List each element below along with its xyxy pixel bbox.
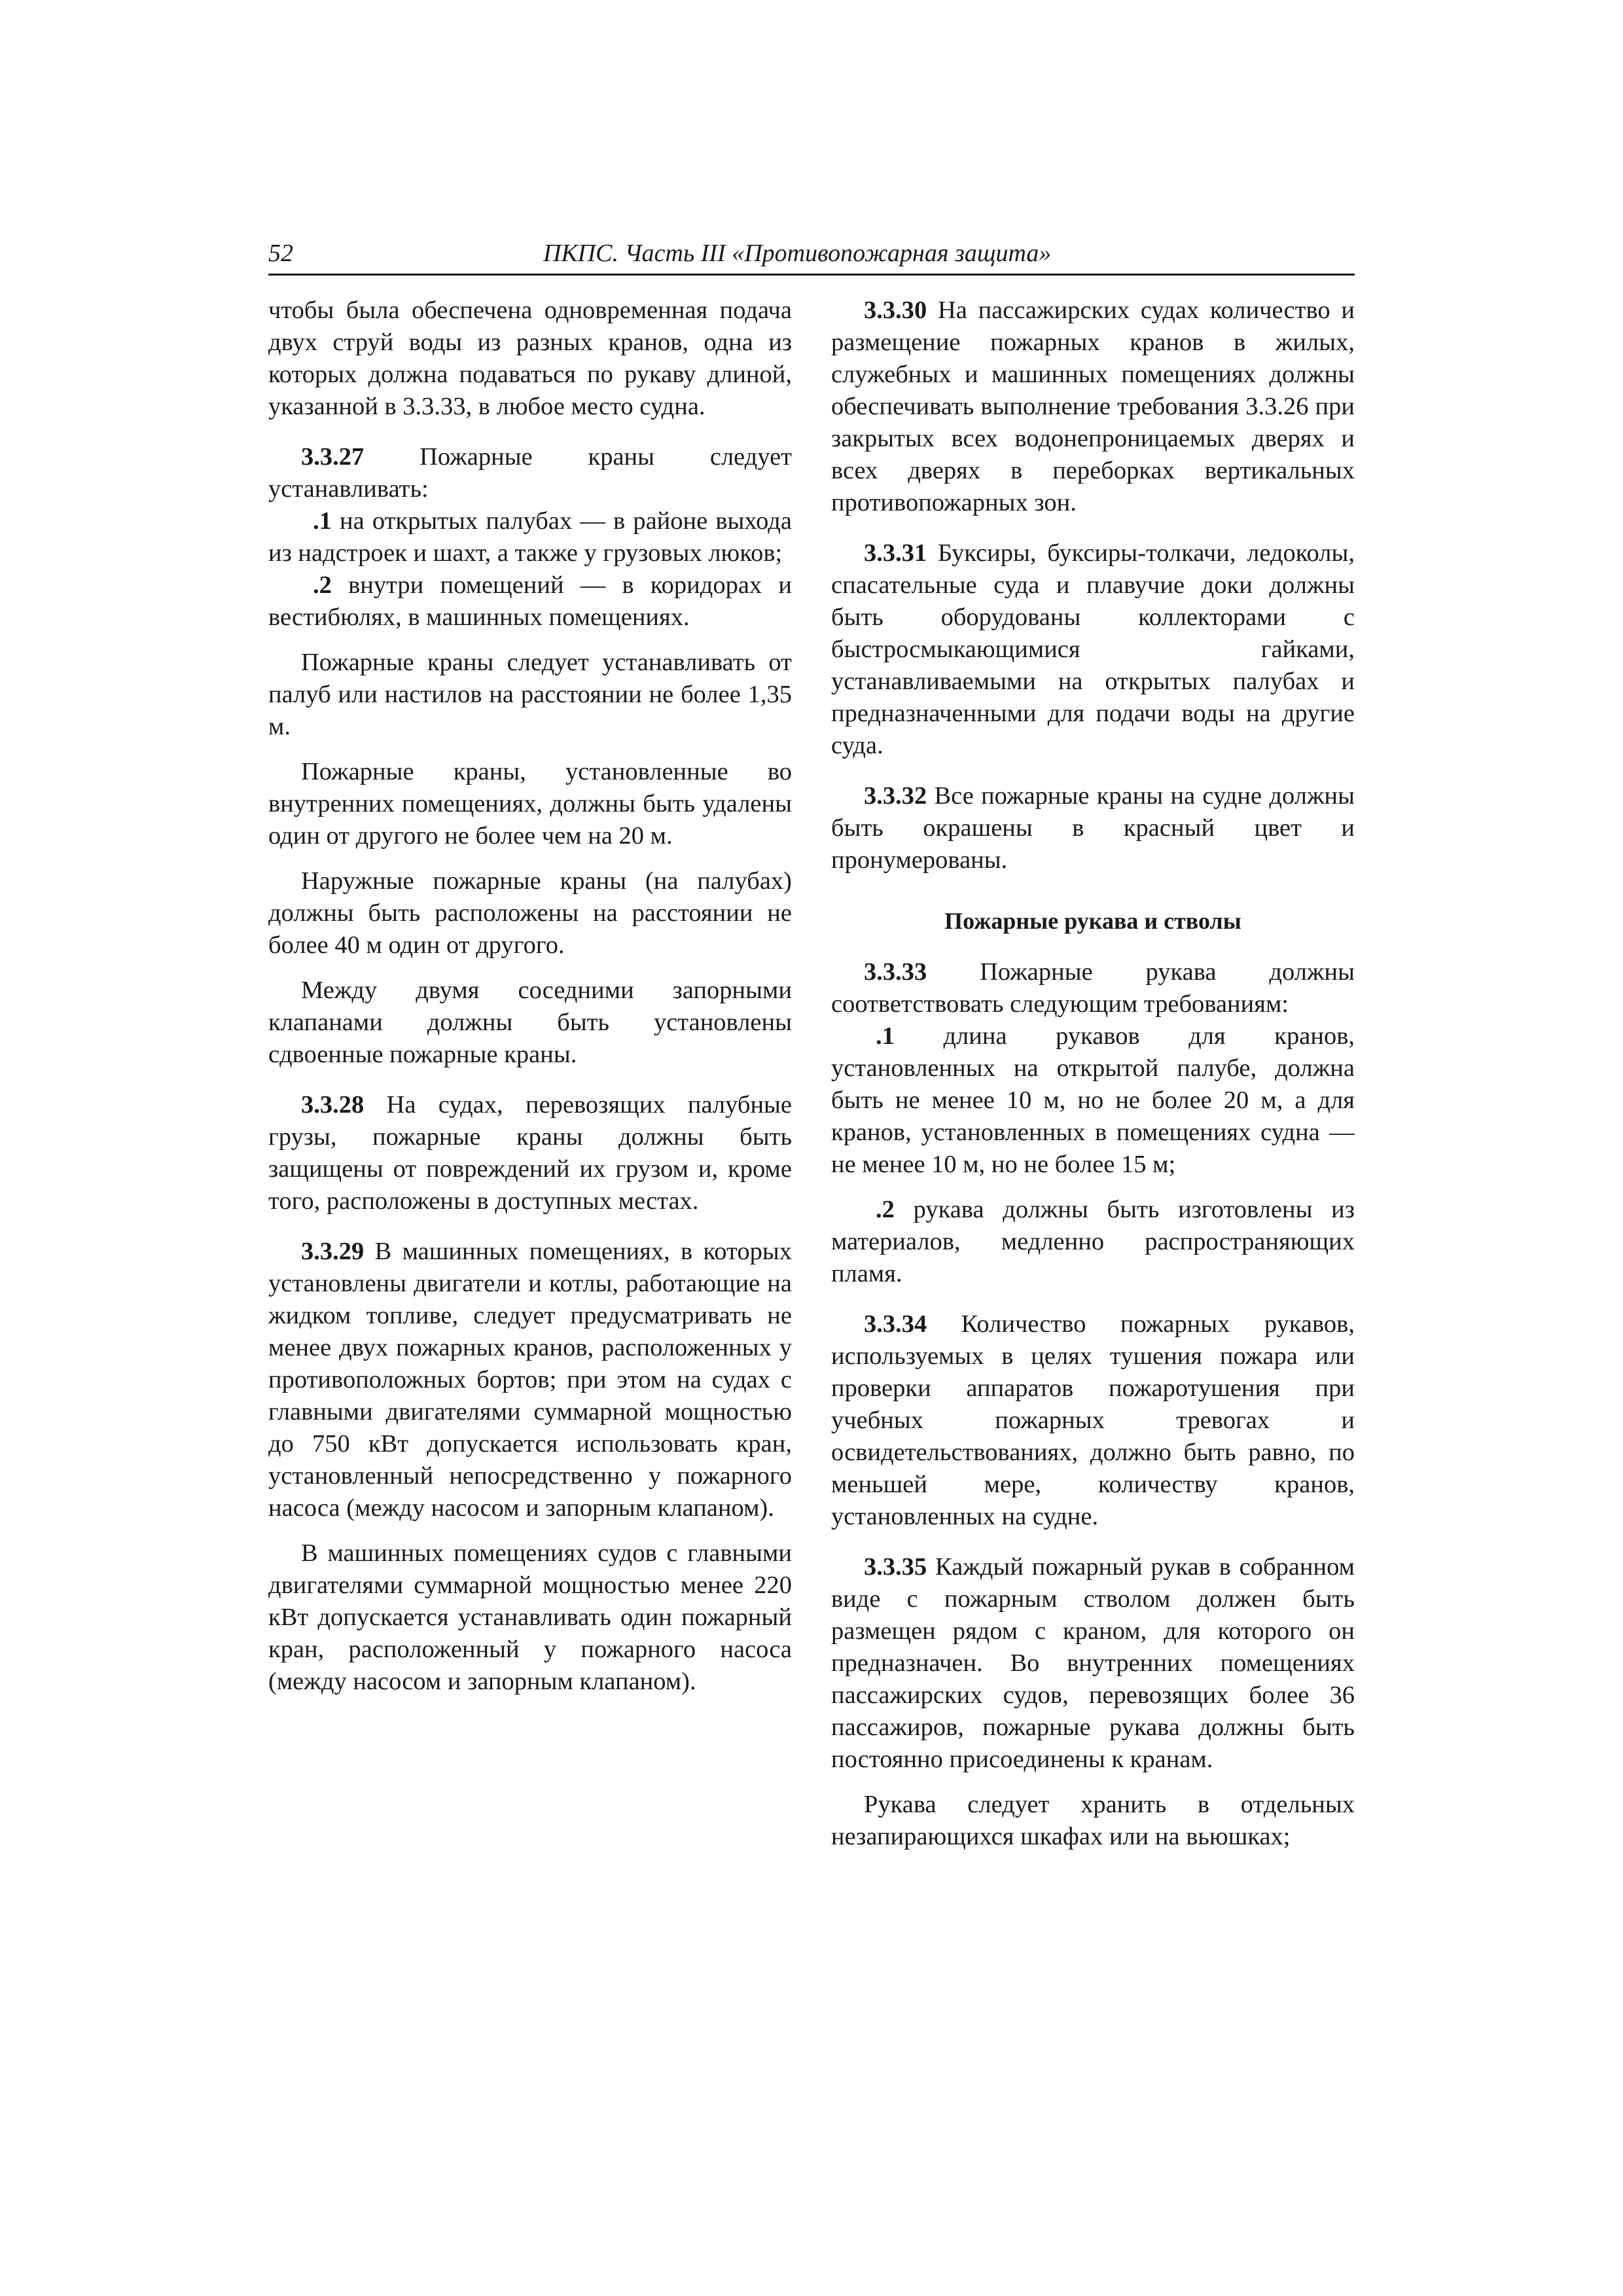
list-item bbox=[831, 1020, 1355, 1181]
paragraph: чтобы была обеспечена одновременная подача двух струй воды из разных кранов, одна из которых должна подаваться по рукаву длиной, указанной в 3.3.33, в любое место судна. bbox=[268, 296, 792, 420]
section-text: Пожарные рукава должны соответствовать следующим требованиям: bbox=[831, 958, 1355, 1018]
paragraph: Пожарные краны следует устанавливать от палуб или настилов на расстоянии не более 1,35 м. bbox=[268, 649, 792, 740]
section-3-3-30 bbox=[831, 295, 1355, 519]
item-number: .1 bbox=[313, 507, 332, 535]
section-3-3-27 bbox=[268, 441, 792, 505]
section-3-3-34 bbox=[831, 1308, 1355, 1533]
paragraph: Пожарные краны, установленные во внутренних помещениях, должны быть удалены один от другого не более чем на 20 м. bbox=[268, 758, 792, 850]
right-column bbox=[831, 295, 1355, 1853]
section-3-3-31 bbox=[831, 537, 1355, 762]
list-item bbox=[831, 1194, 1355, 1290]
section-number: 3.3.27 bbox=[301, 443, 365, 471]
section-number: 3.3.32 bbox=[864, 782, 927, 810]
section-number: 3.3.28 bbox=[301, 1091, 365, 1119]
section-3-3-29 bbox=[268, 1236, 792, 1524]
section-number: 3.3.33 bbox=[864, 958, 927, 986]
list-item bbox=[268, 569, 792, 634]
section-text: В машинных помещениях, в которых установлены двигатели и котлы, работающие на жидком топливе, следует предусматривать не менее двух пожарных кранов, расположенных у противоположных бортов; при этом на судах с главными двигателями суммарной мощностью до 750 кВт допускается использовать кран, установленный непосредственно у пожарного насоса (между насосом и запорным клапаном). bbox=[268, 1238, 792, 1522]
section-text: На пассажирских судах количество и размещение пожарных кранов в жилых, служебных и машинных помещениях должны обеспечивать выполнение требования 3.3.26 при закрытых всех водонепроницаемых дверях и всех дверях в переборках вертикальных противопожарных зон. bbox=[831, 296, 1355, 516]
item-number: .1 bbox=[876, 1022, 895, 1050]
section-text: На судах, перевозящих палубные грузы, пожарные краны должны быть защищены от повреждений их грузом и, кроме того, расположены в доступных местах. bbox=[268, 1091, 792, 1215]
list-item bbox=[268, 505, 792, 569]
section-3-3-35 bbox=[831, 1551, 1355, 1776]
paragraph: Между двумя соседними запорными клапанами должны быть установлены сдвоенные пожарные краны. bbox=[268, 977, 792, 1068]
page-number: 52 bbox=[268, 240, 293, 267]
section-number: 3.3.31 bbox=[864, 539, 927, 567]
paragraph: Наружные пожарные краны (на палубах) должны быть расположены на расстоянии не более 40 м один от другого. bbox=[268, 867, 792, 959]
section-text: Каждый пожарный рукав в собранном виде с пожарным стволом должен быть размещен рядом с краном, для которого он предназначен. Во внутренних помещениях пассажирских судов, перевозящих более 36 пассажиров, пожарные рукава должны быть постоянно присоединены к кранам. bbox=[831, 1553, 1355, 1773]
item-text: на открытых палубах — в районе выхода из надстроек и шахт, а также у грузовых люков; bbox=[268, 507, 792, 567]
section-number: 3.3.35 bbox=[864, 1553, 927, 1581]
section-number: 3.3.29 bbox=[301, 1238, 365, 1265]
item-text: длина рукавов для кранов, установленных на открытой палубе, должна быть не менее 10 м, но не более 20 м, а для кранов, установленных в помещениях судна — не менее 10 м, но не более 15 м; bbox=[831, 1022, 1355, 1178]
running-header bbox=[268, 237, 1355, 276]
left-column bbox=[268, 295, 792, 1698]
section-3-3-32 bbox=[831, 780, 1355, 876]
subheading: Пожарные рукава и стволы bbox=[944, 908, 1241, 934]
section-text: Количество пожарных рукавов, используемых в целях тушения пожара или проверки аппаратов пожаротушения при учебных пожарных тревогах и освидетельствованиях, должно быть равно, по меньшей мере, количеству кранов, установленных на судне. bbox=[831, 1310, 1355, 1530]
running-title: ПКПС. Часть III «Противопожарная защита» bbox=[543, 240, 1052, 267]
item-number: .2 bbox=[313, 571, 332, 599]
item-text: внутри помещений — в коридорах и вестибюлях, в машинных помещениях. bbox=[268, 571, 792, 631]
paragraph: Рукава следует хранить в отдельных незапирающихся шкафах или на вьюшках; bbox=[831, 1791, 1355, 1850]
section-3-3-28 bbox=[268, 1089, 792, 1217]
section-3-3-33 bbox=[831, 956, 1355, 1020]
section-number: 3.3.34 bbox=[864, 1310, 927, 1338]
section-text: Пожарные краны следует устанавливать: bbox=[268, 443, 792, 503]
paragraph: В машинных помещениях судов с главными двигателями суммарной мощностью менее 220 кВт допускается устанавливать один пожарный кран, расположенный у пожарного насоса (между насосом и запорным клапаном). bbox=[268, 1539, 792, 1695]
section-text: Буксиры, буксиры-толкачи, ледоколы, спасательные суда и плавучие доки должны быть оборудованы коллекторами с быстросмыкающимися гайками, устанавливаемыми на открытых палубах и предназначенными для подачи воды на другие суда. bbox=[831, 539, 1355, 759]
section-text: Все пожарные краны на судне должны быть окрашены в красный цвет и пронумерованы. bbox=[831, 782, 1355, 874]
item-text: рукава должны быть изготовлены из материалов, медленно распространяющих пламя. bbox=[831, 1196, 1355, 1287]
section-number: 3.3.30 bbox=[864, 296, 927, 324]
item-number: .2 bbox=[876, 1196, 895, 1223]
